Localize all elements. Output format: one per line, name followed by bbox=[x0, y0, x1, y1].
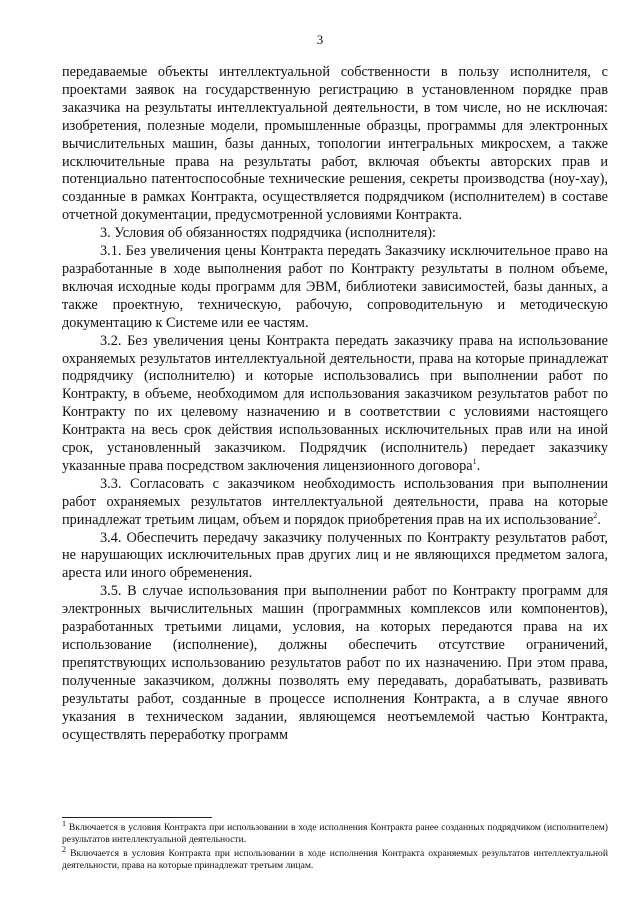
paragraph-continuation bbox=[62, 64, 608, 225]
paragraph-text: 3.5. В случае использования при выполнении работ по Контракту программ для электронных вычислительных машин (программных комплексов или компонентов), разработанных третьими лицами, условия, на которых передаются права на их использование (исполнение), должны обеспечить отсутствие ограничений, препятствующих использованию результатов работ по их назначению. При этом права, полученные заказчиком, должны позволять ему передавать, дорабатывать, развивать результаты работ, созданные в процессе исполнения Контракта, а в случае явного указания в техническом задании, являющемся неотъемлемой частью Контракта, осуществлять переработку программ bbox=[62, 583, 608, 743]
clause-3-3: 3.3. Согласовать с заказчиком необходимость использования при выполнении работ охраняемых результатов интеллектуальной деятельности, права на которые принадлежат третьим лицам, объем и порядок приобретения прав на их использование$^2$. bbox=[62, 475, 608, 528]
clause-3-5 bbox=[62, 583, 608, 744]
paragraph-text: 3.2. Без увеличения цены Контракта передать заказчику права на использование охраняемых результатов интеллектуальной деятельности, права на которые принадлежат подрядчику (исполнителю) и которые использовались при выполнении работ по Контракту, в объеме, необходимом для использования заказчиком результатов работ по Контракту по их целевому назначению и в соответствии с условиями настоящего Контракта на весь срок действия использованных исключительных прав или на иной срок, установленный заказчиком. Подрядчик (исполнитель) передает заказчику указанные права посредством заключения лицензионного договора bbox=[62, 332, 608, 474]
paragraph-text: передаваемые объекты интеллектуальной собственности в пользу исполнителя, с проектами заявок на государственную регистрацию в установленном порядке прав заказчика на результаты интеллектуальной деятельности, в том числе, но не исключая: изобретения, полезные модели, промышленные образцы, программы для электронных вычислительных машин, базы данных, топологии интегральных микросхем, а также исключительные права на результаты работ, включая объекты авторских прав и потенциально патентоспособные технические решения, секреты производства (ноу-хау), созданные в рамках Контракта, осуществляется подрядчиком (исполнителем) в составе отчетной документации, предусмотренной условиями Контракта. bbox=[62, 64, 608, 224]
footnote-2 bbox=[62, 844, 608, 873]
section-heading bbox=[62, 225, 608, 243]
footnotes bbox=[62, 818, 608, 874]
footnote-ref: 2 bbox=[593, 510, 598, 520]
clause-3-1 bbox=[62, 243, 608, 333]
paragraph-text: 3.4. Обеспечить передачу заказчику полученных по Контракту результатов работ, не нарушающих исключительных прав других лиц и не являющихся предметом залога, ареста или иного обременения. bbox=[62, 529, 608, 582]
footnote-ref: 1 bbox=[472, 457, 477, 467]
section-heading-text: 3. Условия об обязанностях подрядчика (исполнителя): bbox=[100, 225, 437, 242]
document-body bbox=[62, 64, 608, 744]
page-number: 3 bbox=[316, 32, 324, 47]
paragraph-text: 3.1. Без увеличения цены Контракта передать Заказчику исключительное право на разработанные в ходе выполнения работ по Контракту результаты в полном объеме, включая исходные коды программ для ЭВМ, библиотеки зависимостей, базы данных, а также проектную, техническую, рабочую, сопроводительную и методическую документацию к Системе или ее частям. bbox=[62, 243, 608, 331]
footnote-text: Включается в условия Контракта при использовании в ходе исполнения Контракта ранее созданных подрядчиком (исполнителем) результатов интеллектуальной деятельности. bbox=[62, 822, 608, 846]
footnote-1 bbox=[62, 818, 608, 847]
clause-3-2: 3.2. Без увеличения цены Контракта передать заказчику права на использование охраняемых результатов интеллектуальной деятельности, права на которые принадлежат подрядчику (исполнителю) и которые использовались при выполнении работ по Контракту, в объеме, необходимом для использования заказчиком результатов работ по Контракту по их целевому назначению и в соответствии с условиями настоящего Контракта на весь срок действия использованных исключительных прав или на иной срок, установленный заказчиком. Подрядчик (исполнитель) передает заказчику указанные права посредством заключения лицензионного договора$^1$. bbox=[62, 332, 608, 474]
footnote-mark: 2 bbox=[62, 844, 66, 854]
footnote-mark: 1 bbox=[62, 818, 66, 828]
footnote-text: Включается в условия Контракта при использовании в ходе исполнения Контракта охраняемых результатов интеллектуальной деятельности, права на которые принадлежат третьим лицам. bbox=[62, 847, 608, 872]
footnote-divider bbox=[62, 817, 212, 818]
clause-3-4 bbox=[62, 530, 608, 584]
paragraph-text: 3.3. Согласовать с заказчиком необходимость использования при выполнении работ охраняемых результатов интеллектуальной деятельности, права на которые принадлежат третьим лицам, объем и порядок приобретения прав на их использование bbox=[62, 475, 608, 528]
